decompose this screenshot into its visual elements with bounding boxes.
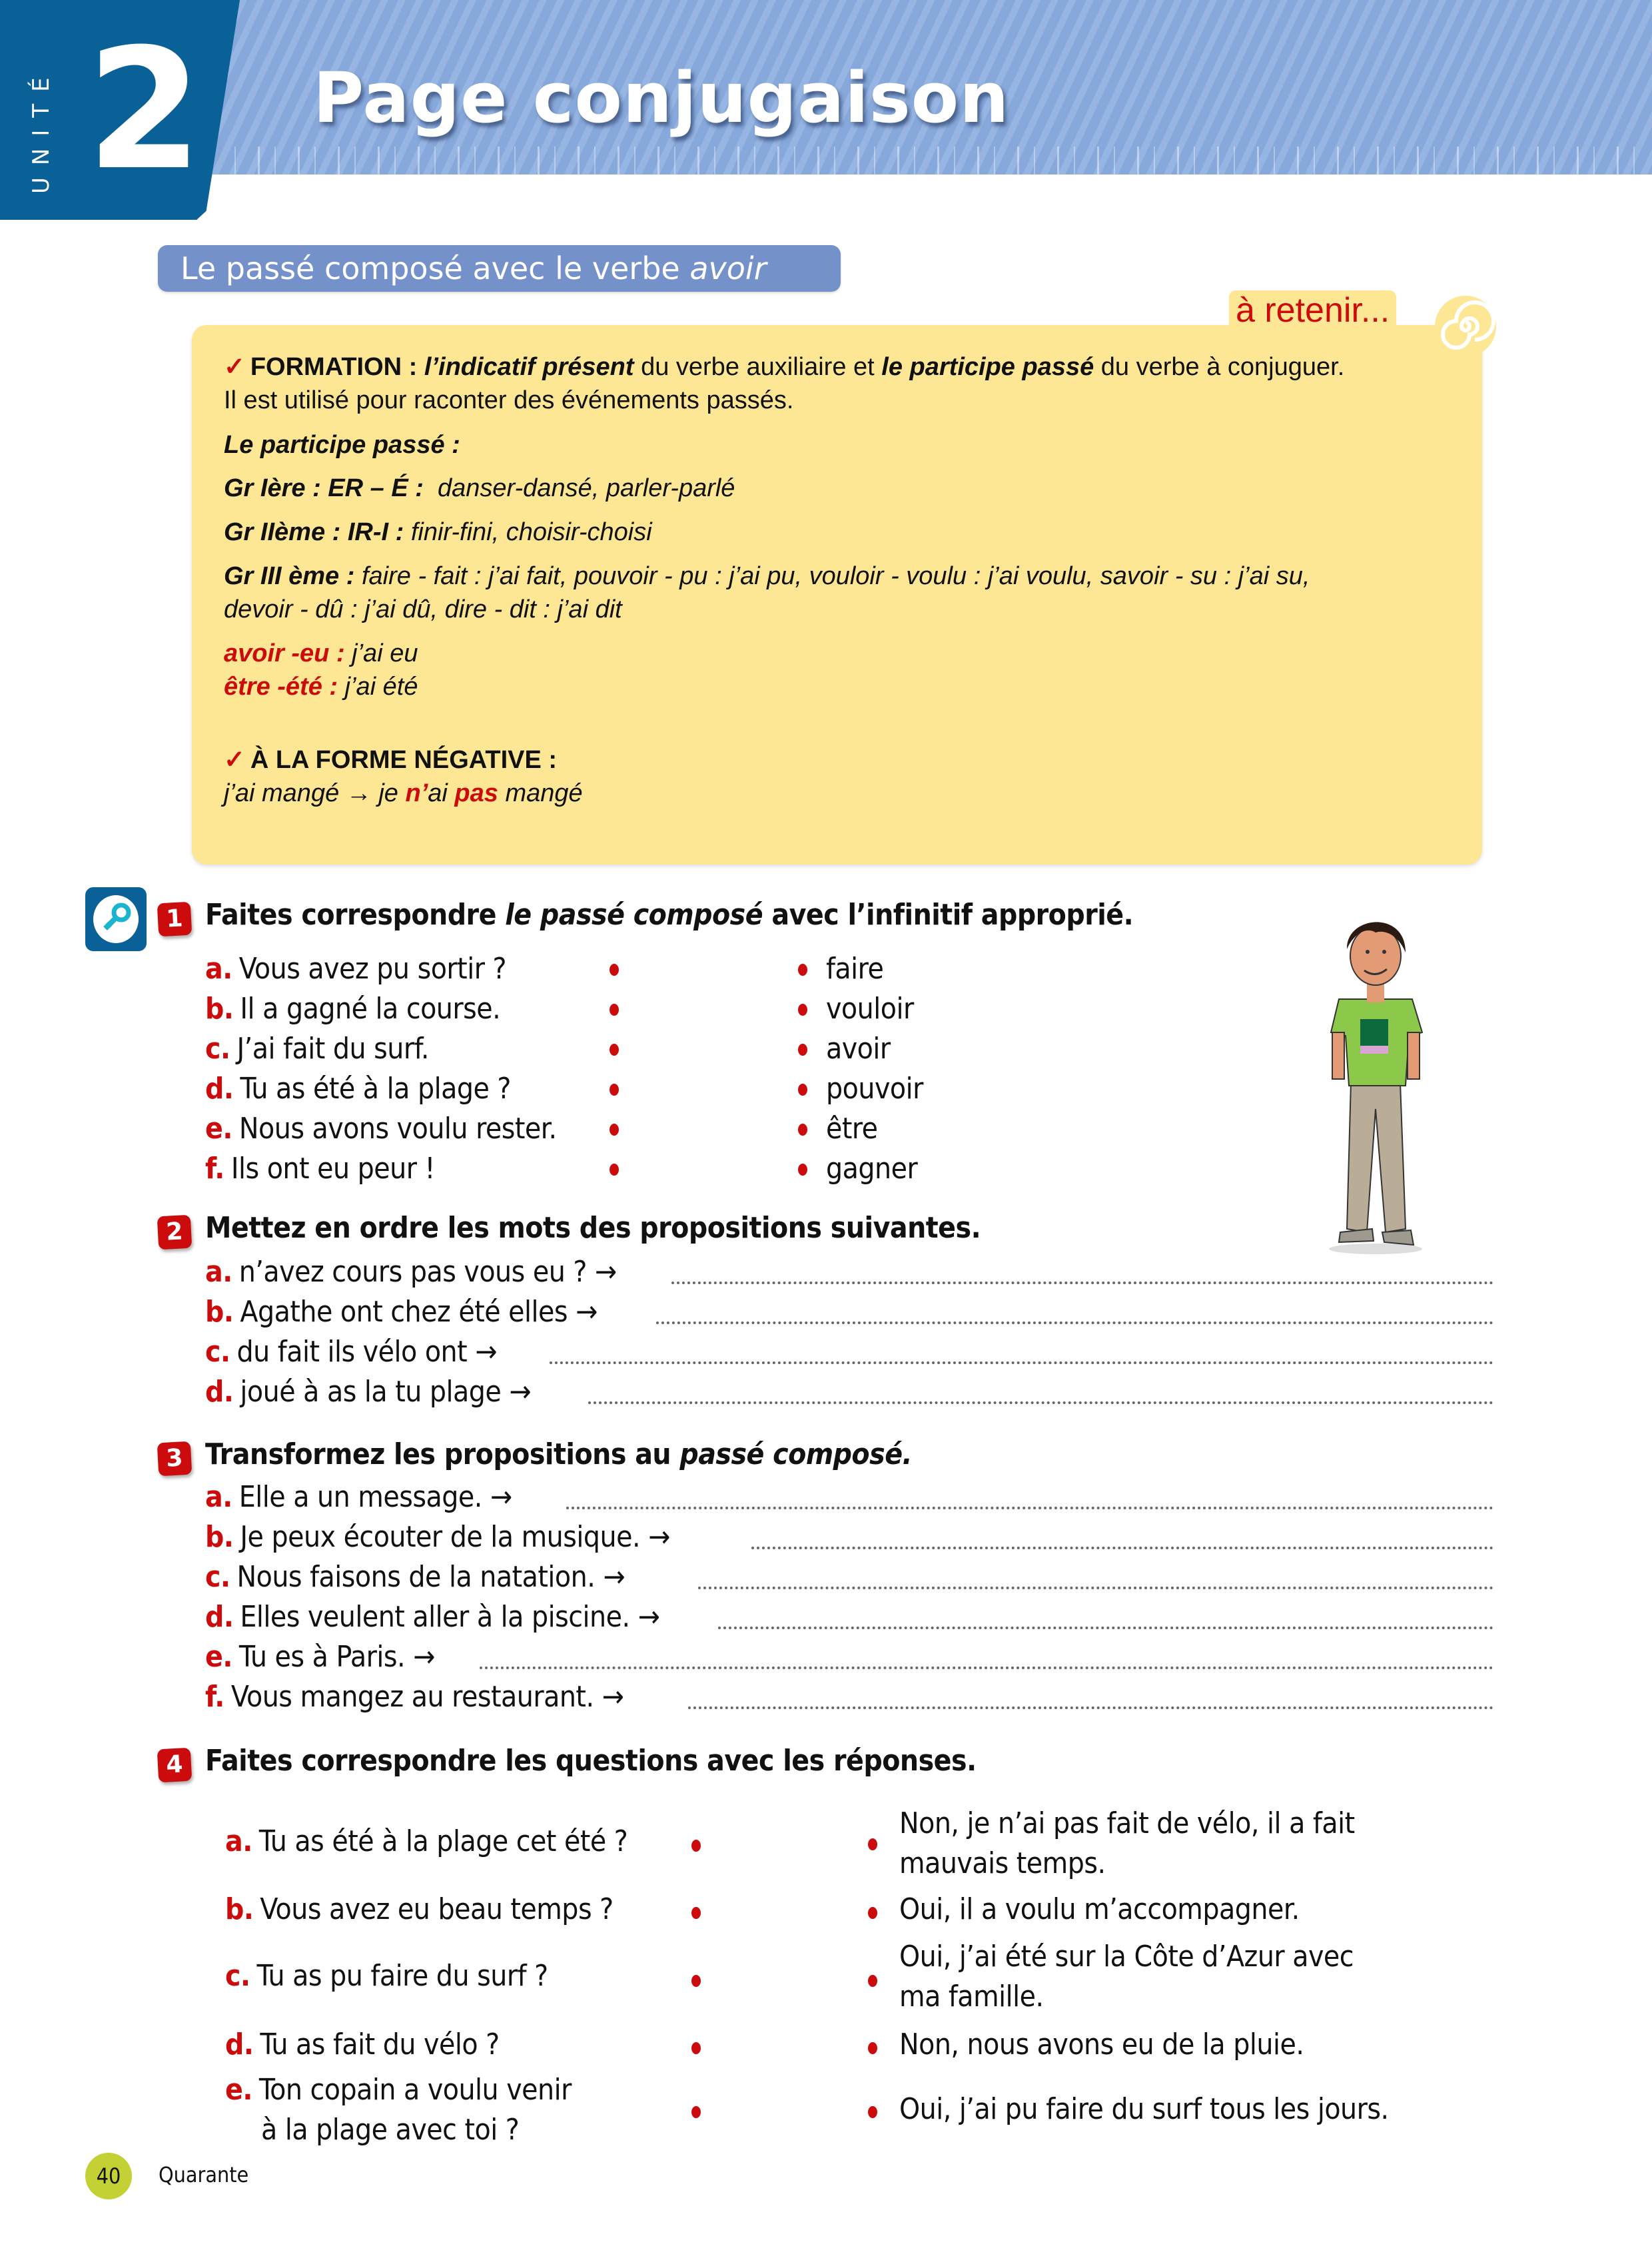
item-text: Elles veulent aller à la piscine. → (240, 1600, 660, 1634)
ex4-answer-match-dot[interactable] (868, 1838, 877, 1850)
item-letter: a. (205, 1255, 232, 1289)
item-letter: f. (205, 1152, 224, 1186)
exercise-4-title: Faites correspondre les questions avec les réponses. (205, 1744, 977, 1778)
ex1-prompt (205, 1069, 511, 1108)
item-letter: c. (205, 1560, 230, 1594)
group-2 (224, 517, 652, 549)
section-title-emphasis: avoir (689, 250, 767, 286)
ex4-question (225, 1890, 614, 1929)
formation-mid: du verbe auxiliaire et (633, 353, 882, 381)
ex3-answer-line[interactable] (688, 1702, 1493, 1709)
group-2-label: Gr IIème : IR-I : (224, 518, 404, 546)
item-letter: e. (205, 1112, 232, 1146)
ex1-prompt (205, 1109, 557, 1148)
irregular-avoir-label: avoir -eu : (224, 639, 345, 667)
item-letter: b. (205, 992, 234, 1026)
ex3-item (205, 1597, 659, 1637)
ex3-item (205, 1677, 623, 1716)
exercise-2-badge: 2 (157, 1215, 193, 1250)
item-text: Nous faisons de la natation. → (236, 1560, 625, 1594)
neg-after: mangé (498, 779, 583, 807)
group-1 (224, 473, 735, 505)
ex1-infinitive: avoir (826, 1032, 891, 1066)
item-letter: f. (205, 1680, 224, 1714)
item-text: Tu as pu faire du surf ? (256, 1959, 548, 1993)
neg-ai: ai (428, 779, 455, 807)
ex3-title-em: passé composé. (679, 1437, 913, 1471)
item-letter: a. (225, 1824, 252, 1858)
group-2-examples: finir-fini, choisir-choisi (410, 518, 652, 546)
neg-n: n’ (405, 779, 428, 807)
item-text: Agathe ont chez été elles → (240, 1295, 598, 1329)
ex1-prompt (205, 1149, 435, 1188)
ex3-answer-line[interactable] (698, 1583, 1493, 1589)
arrow-icon: → (346, 779, 372, 807)
ex4-question-line2: à la plage avec toi ? (261, 2113, 520, 2147)
formation-end: du verbe à conjuguer. (1094, 353, 1345, 381)
group-3-examples: faire - fait : j’ai fait, pouvoir - pu : j’ai pu, vouloir - voulu : j’ai voulu, savoir - su : j’ai su, (361, 562, 1310, 590)
ex3-title-before: Transformez les propositions au (205, 1437, 680, 1471)
ex2-item (205, 1332, 497, 1371)
ex1-left-match-dot[interactable] (610, 1004, 619, 1016)
ex3-item (205, 1637, 435, 1677)
page-number: 40 (85, 2153, 132, 2199)
negative-heading (224, 745, 557, 777)
ex4-question-match-dot[interactable] (691, 1975, 701, 1987)
ex3-item (205, 1557, 625, 1597)
ex4-question (225, 1822, 627, 1861)
ex1-right-match-dot[interactable] (798, 1124, 807, 1136)
item-letter: b. (205, 1295, 234, 1329)
exercise-1-title (205, 898, 1133, 932)
section-title-text: Le passé composé avec le verbe (181, 250, 690, 286)
group-3 (224, 561, 1310, 593)
ex4-answer-match-dot[interactable] (868, 1907, 877, 1919)
item-letter: b. (205, 1520, 234, 1554)
formation-em1: l’indicatif présent (424, 353, 634, 381)
irregular-avoir (224, 638, 418, 670)
item-text: Tu as été à la plage cet été ? (258, 1824, 628, 1858)
ex4-question-match-dot[interactable] (691, 1907, 701, 1919)
item-letter: e. (205, 1640, 232, 1674)
item-letter: d. (205, 1072, 234, 1106)
ex4-question-match-dot[interactable] (691, 2106, 701, 2118)
ex2-answer-line[interactable] (656, 1317, 1493, 1324)
neg-before: j’ai mangé (224, 779, 340, 807)
ex2-item (205, 1372, 531, 1411)
spiral-icon (1432, 293, 1499, 360)
neg-je: je (378, 779, 406, 807)
item-text: J’ai fait du surf. (236, 1032, 429, 1066)
formation-line (224, 352, 1344, 384)
item-letter: c. (205, 1335, 230, 1369)
item-letter: a. (205, 1480, 232, 1514)
ex1-infinitive: gagner (826, 1152, 918, 1186)
ex4-answer: Non, nous avons eu de la pluie. (899, 2028, 1304, 2061)
item-text: Nous avons voulu rester. (238, 1112, 557, 1146)
ex1-left-match-dot[interactable] (610, 1164, 619, 1176)
ex1-infinitive: faire (826, 952, 884, 986)
item-letter: c. (205, 1032, 230, 1066)
item-text: du fait ils vélo ont → (236, 1335, 497, 1369)
item-text: n’avez cours pas vous eu ? → (238, 1255, 617, 1289)
ex4-answer: Oui, j’ai été sur la Côte d’Azur avec (899, 1940, 1354, 1974)
section-title (158, 245, 841, 292)
formation-em2: le participe passé (881, 353, 1094, 381)
boy-illustration (1312, 896, 1439, 1256)
item-letter: d. (205, 1375, 234, 1409)
ex1-left-match-dot[interactable] (610, 1124, 619, 1136)
item-text: Ton copain a voulu venir (258, 2073, 572, 2107)
item-text: Je peux écouter de la musique. → (240, 1520, 670, 1554)
ex3-item (205, 1517, 670, 1557)
ex4-question (225, 1956, 548, 1996)
ex4-answer-match-dot[interactable] (868, 2042, 877, 2054)
ex1-left-match-dot[interactable] (610, 964, 619, 976)
ex4-question (225, 2025, 500, 2064)
ex1-right-match-dot[interactable] (798, 1044, 807, 1056)
irregular-etre-label: être -été : (224, 673, 338, 701)
group-3-label: Gr III ème : (224, 562, 355, 590)
check-icon: ✓ (224, 353, 245, 381)
ex4-answer-line2: ma famille. (899, 1980, 1044, 2014)
ex2-item (205, 1292, 598, 1331)
ex3-answer-line[interactable] (718, 1623, 1493, 1629)
ex4-answer: Oui, il a voulu m’accompagner. (899, 1892, 1300, 1926)
item-letter: b. (225, 1892, 254, 1926)
usage-line: Il est utilisé pour raconter des événements passés. (224, 386, 794, 414)
ex4-question-match-dot[interactable] (691, 1840, 701, 1852)
ex1-prompt (205, 1029, 429, 1068)
ex1-prompt (205, 949, 506, 988)
item-text: Tu as fait du vélo ? (260, 2028, 500, 2061)
ex1-right-match-dot[interactable] (798, 964, 807, 976)
participe-heading: Le participe passé : (224, 431, 460, 459)
ex3-item (205, 1477, 512, 1517)
ex4-answer: Oui, j’ai pu faire du surf tous les jours. (899, 2092, 1389, 2126)
ex4-answer: Non, je n’ai pas fait de vélo, il a fait (899, 1806, 1355, 1840)
ex1-title-em: le passé composé (505, 898, 763, 932)
item-letter: c. (225, 1959, 250, 1993)
item-letter: d. (225, 2028, 254, 2061)
exercise-4-badge: 4 (157, 1748, 193, 1783)
negative-example (224, 778, 583, 810)
ex1-infinitive: vouloir (826, 992, 914, 1026)
exercise-3-title (205, 1437, 912, 1471)
key-icon[interactable] (85, 887, 147, 951)
item-text: Vous mangez au restaurant. → (230, 1680, 624, 1714)
ex4-question (225, 2070, 572, 2109)
irregular-avoir-example: j’ai eu (352, 639, 418, 667)
ex2-answer-line[interactable] (550, 1357, 1493, 1364)
ex1-left-match-dot[interactable] (610, 1084, 619, 1096)
ex4-answer-match-dot[interactable] (868, 2106, 877, 2118)
item-text: Tu as été à la plage ? (240, 1072, 511, 1106)
item-text: Elle a un message. → (238, 1480, 512, 1514)
ex1-infinitive: pouvoir (826, 1072, 923, 1106)
page-number-word: Quarante (159, 2162, 249, 2187)
check-icon: ✓ (224, 746, 245, 774)
ex1-left-match-dot[interactable] (610, 1044, 619, 1056)
header-texture (220, 147, 1652, 175)
item-text: Vous avez pu sortir ? (238, 952, 507, 986)
retenir-box (192, 325, 1482, 865)
ex1-title-before: Faites correspondre (205, 898, 506, 932)
ex1-right-match-dot[interactable] (798, 1004, 807, 1016)
ex2-answer-line[interactable] (588, 1397, 1493, 1404)
ex3-answer-line[interactable] (751, 1543, 1493, 1549)
ex4-answer-match-dot[interactable] (868, 1975, 877, 1987)
item-text: Il a gagné la course. (240, 992, 501, 1026)
ex1-title-after: avec l’infinitif approprié. (763, 898, 1134, 932)
item-text: joué à as la tu plage → (240, 1375, 532, 1409)
ex4-answer-line2: mauvais temps. (899, 1846, 1106, 1880)
ex2-item (205, 1252, 617, 1292)
page-title: Page conjugaison (313, 57, 1010, 139)
group-1-label: Gr Ière : ER – É : (224, 474, 424, 502)
ex3-answer-line[interactable] (480, 1663, 1493, 1669)
ex3-answer-line[interactable] (566, 1503, 1493, 1509)
exercise-2-title: Mettez en ordre les mots des propositions suivantes. (205, 1211, 981, 1245)
ex1-right-match-dot[interactable] (798, 1164, 807, 1176)
ex4-question-match-dot[interactable] (691, 2042, 701, 2054)
negative-label: À LA FORME NÉGATIVE : (250, 746, 558, 774)
formation-label: FORMATION : (250, 353, 418, 381)
group-3-line2: devoir - dû : j’ai dû, dire - dit : j’ai dit (224, 595, 622, 623)
neg-pas: pas (454, 779, 498, 807)
item-letter: d. (205, 1600, 234, 1634)
ex1-infinitive: être (826, 1112, 878, 1146)
irregular-etre (224, 671, 418, 703)
item-text: Tu es à Paris. → (238, 1640, 435, 1674)
irregular-etre-example: j’ai été (344, 673, 418, 701)
ex1-prompt (205, 989, 500, 1028)
item-text: Ils ont eu peur ! (230, 1152, 435, 1186)
item-letter: a. (205, 952, 232, 986)
unit-label: UNITÉ (28, 65, 55, 194)
exercise-1-badge: 1 (157, 902, 193, 937)
item-text: Vous avez eu beau temps ? (260, 1892, 614, 1926)
exercise-3-badge: 3 (157, 1441, 193, 1477)
group-1-examples: danser-dansé, parler-parlé (438, 474, 735, 502)
retenir-label: à retenir... (1229, 290, 1396, 330)
unit-number: 2 (87, 13, 203, 206)
ex1-right-match-dot[interactable] (798, 1084, 807, 1096)
ex2-answer-line[interactable] (671, 1278, 1493, 1284)
item-letter: e. (225, 2073, 252, 2107)
